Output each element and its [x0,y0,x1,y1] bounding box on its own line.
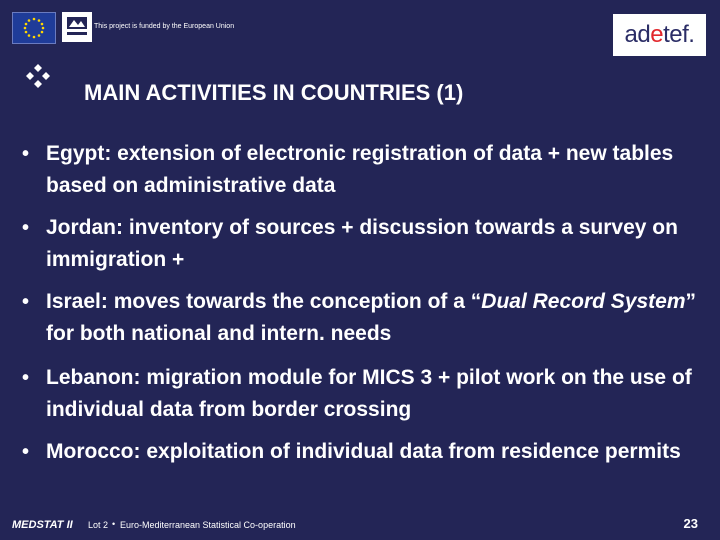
slide-title: MAIN ACTIVITIES IN COUNTRIES (1) [84,80,464,105]
eu-flag-logo [12,12,56,44]
bullet-dot-icon: • [22,441,30,463]
bullet-text [46,286,702,350]
bullet-dot-icon: • [22,217,30,239]
bullet-text-part: Israel: moves towards the conception of a “ [46,290,482,313]
bullet-text: Morocco: exploitation of individual data from residence permits [46,440,681,463]
bullet-dot-icon: • [22,367,30,389]
bullet-text: Egypt: extension of electronic registration of data + new tables based on administrative data [46,142,674,197]
bullet-item-jordan [22,212,702,276]
bullet-text: Jordan: inventory of sources + discussion towards a survey on immigration + [46,216,678,271]
bullet-dot-icon: • [22,143,30,165]
page-number: 23 [683,516,698,531]
adetef-logo-accent: e [650,21,664,48]
bullet-item-lebanon [22,362,702,426]
bullet-text-emphasis: Dual Record System [481,290,686,313]
bullet-text-part: ” for both national and intern. needs [46,290,697,345]
diamond-bullet-icon [24,62,52,90]
funding-notice: This project is funded by the European Union [94,23,235,30]
footer-cooperation: Euro-Mediterranean Statistical Co-operation [120,520,296,530]
bullet-item-israel [22,286,702,350]
adetef-logo-part-a: ad [624,21,651,48]
footer-lot: Lot 2 [88,520,109,530]
bullet-dot-icon: • [22,291,30,313]
footer-brand: MEDSTAT II [12,519,73,531]
bullet-text: Lebanon: migration module for MICS 3 + pilot work on the use of individual data from border crossing [46,366,692,421]
footer-separator: • [112,519,116,529]
bullet-item-morocco [22,436,702,468]
bullet-item-egypt [22,138,702,202]
partner-logo [62,12,92,42]
adetef-logo-part-b: tef. [663,21,695,48]
adetef-logo [613,14,706,56]
